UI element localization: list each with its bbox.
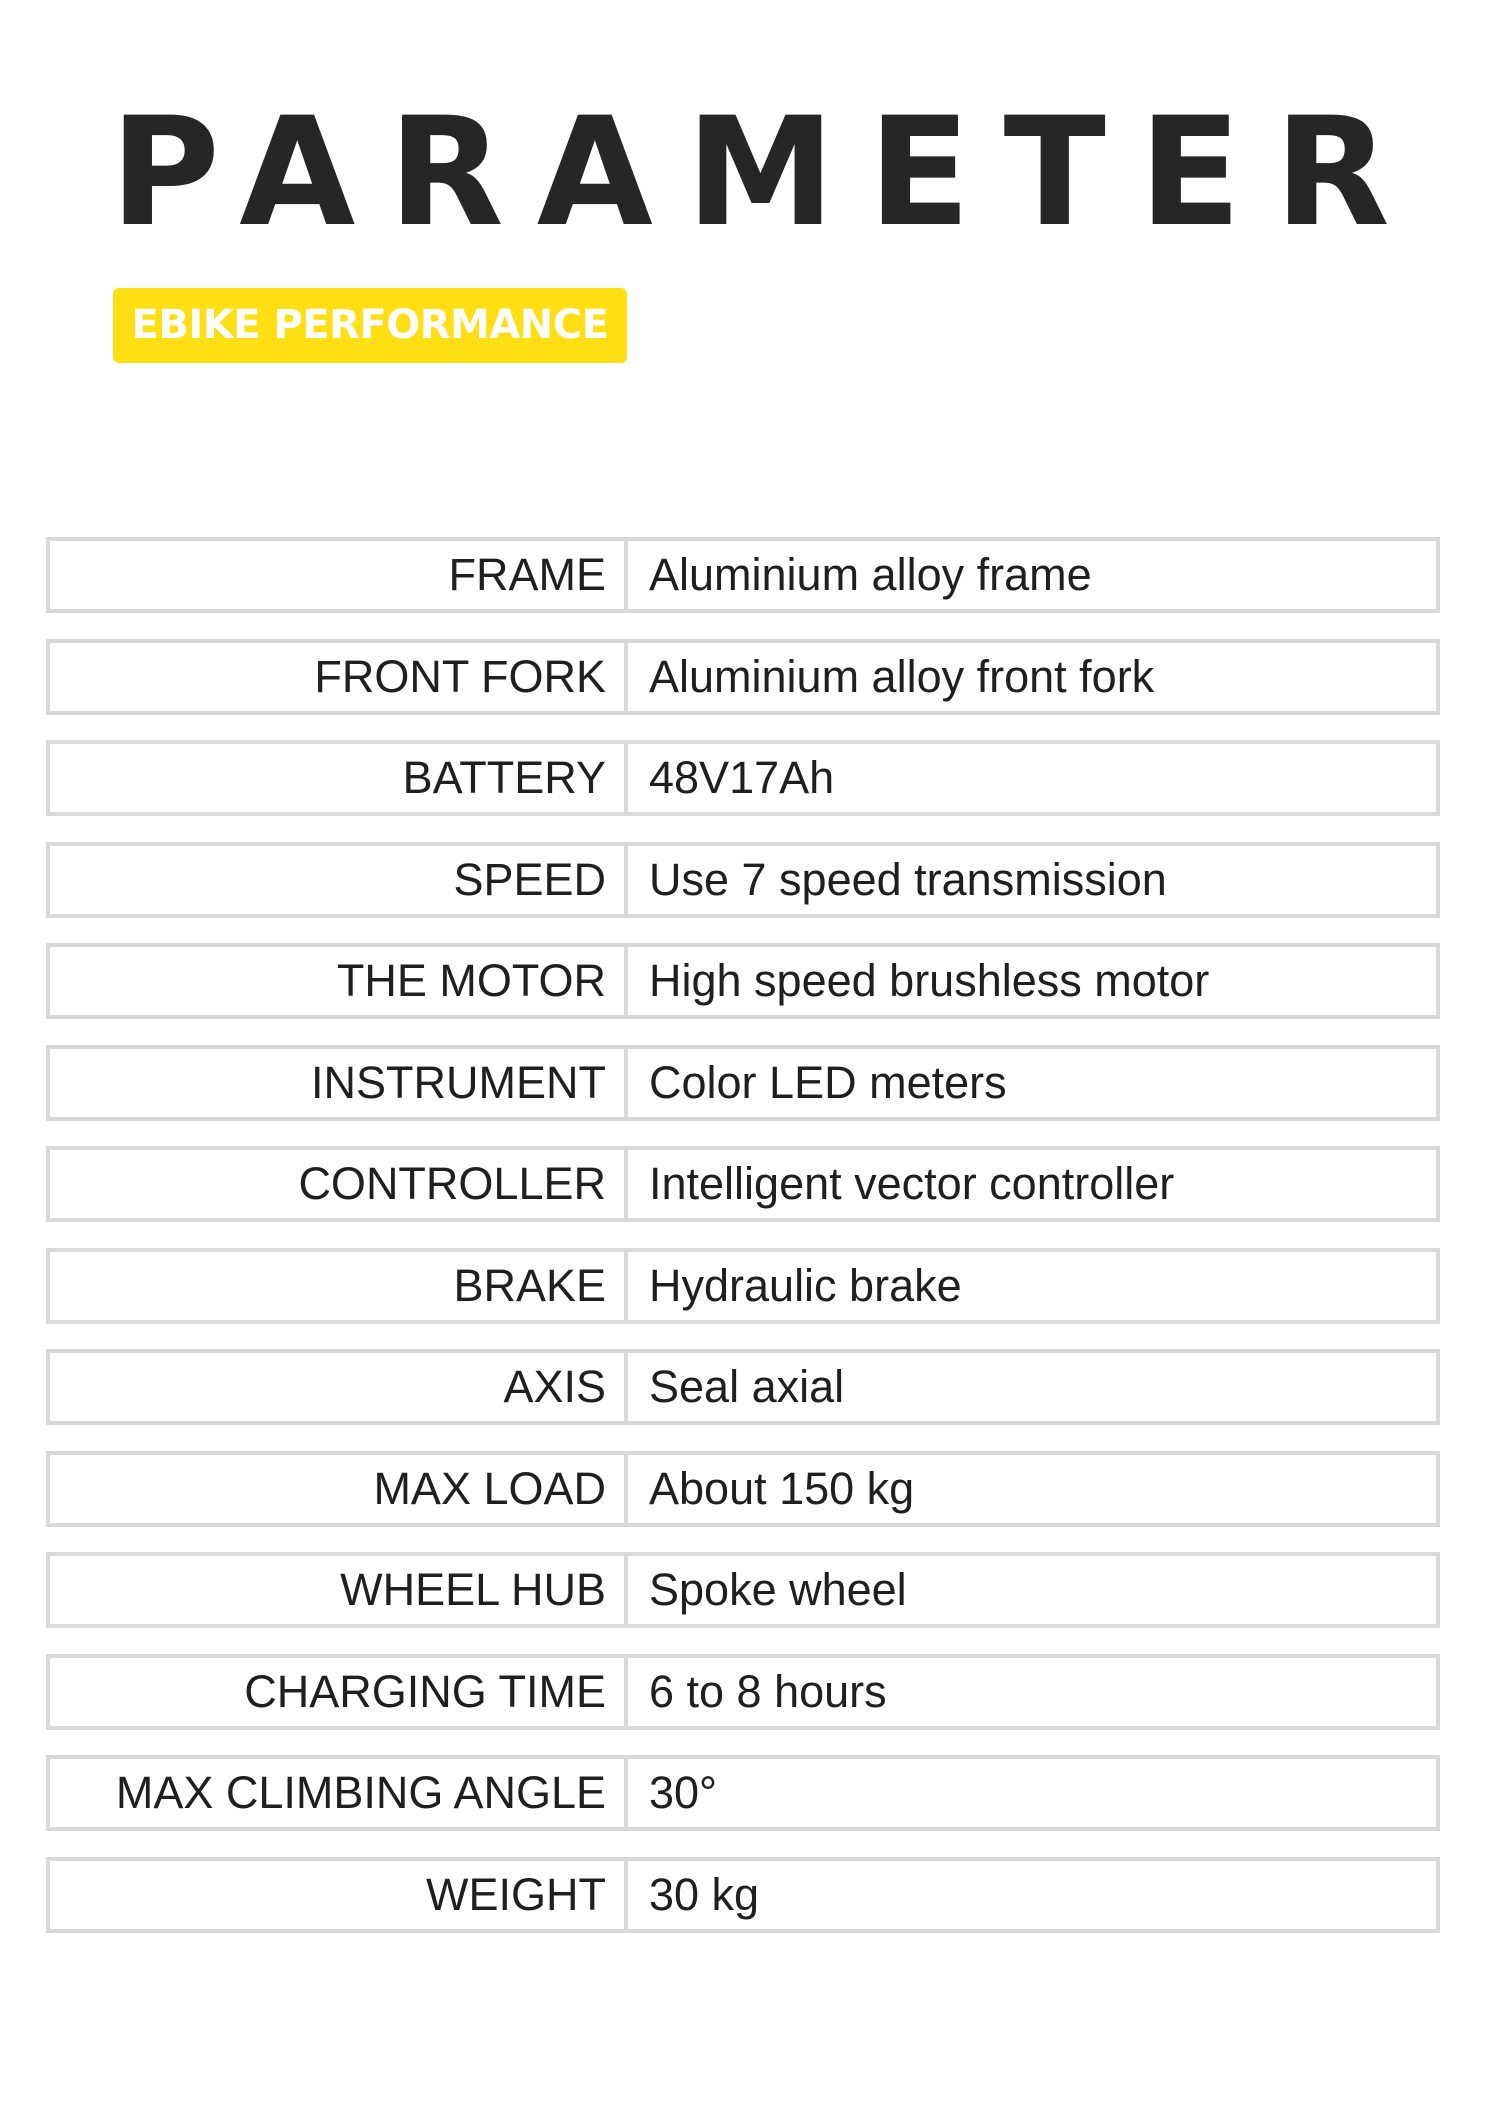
spec-label: BRAKE <box>50 1252 628 1320</box>
spec-value: About 150 kg <box>649 1462 915 1514</box>
spec-value: Color LED meters <box>649 1056 1007 1108</box>
spec-value: Aluminium alloy front fork <box>649 650 1155 702</box>
spec-row-battery <box>46 740 1440 816</box>
spec-label: CHARGING TIME <box>50 1658 628 1726</box>
spec-label: SPEED <box>50 846 628 914</box>
spec-value: Seal axial <box>649 1361 845 1412</box>
spec-table <box>46 537 1440 1958</box>
spec-label: WHEEL HUB <box>50 1556 628 1624</box>
spec-label: CONTROLLER <box>50 1150 628 1218</box>
spec-value: Intelligent vector controller <box>649 1158 1175 1209</box>
spec-label: AXIS <box>50 1353 628 1421</box>
spec-label: FRAME <box>50 541 628 609</box>
spec-row-instrument <box>46 1045 1440 1121</box>
spec-row-motor <box>46 943 1440 1019</box>
spec-row-wheel-hub <box>46 1552 1440 1628</box>
spec-label: MAX CLIMBING ANGLE <box>50 1759 628 1827</box>
spec-label: INSTRUMENT <box>50 1049 628 1117</box>
spec-value: 48V17Ah <box>649 752 835 803</box>
spec-row-max-load <box>46 1451 1440 1527</box>
spec-value: Aluminium alloy frame <box>649 549 1092 600</box>
spec-value: 30° <box>649 1767 718 1818</box>
spec-row-speed <box>46 842 1440 918</box>
spec-row-axis <box>46 1349 1440 1425</box>
spec-value: High speed brushless motor <box>649 955 1210 1006</box>
spec-label: THE MOTOR <box>50 947 628 1015</box>
spec-label: MAX LOAD <box>50 1455 628 1523</box>
ebike-performance-badge: EBIKE PERFORMANCE <box>113 288 627 363</box>
spec-row-weight <box>46 1857 1440 1933</box>
spec-row-max-climbing-angle <box>46 1755 1440 1831</box>
spec-row-front-fork <box>46 639 1440 715</box>
page-title: PARAMETER <box>110 86 1423 260</box>
spec-label: FRONT FORK <box>50 643 628 711</box>
spec-value: Hydraulic brake <box>649 1259 962 1311</box>
spec-row-brake <box>46 1248 1440 1324</box>
spec-row-frame <box>46 537 1440 613</box>
spec-value: Use 7 speed transmission <box>649 853 1167 905</box>
spec-row-controller <box>46 1146 1440 1222</box>
spec-value: 30 kg <box>649 1868 760 1920</box>
spec-value: Spoke wheel <box>649 1564 907 1615</box>
spec-value: 6 to 8 hours <box>649 1665 887 1717</box>
spec-label: BATTERY <box>50 744 628 812</box>
spec-row-charging-time <box>46 1654 1440 1730</box>
spec-label: WEIGHT <box>50 1861 628 1929</box>
